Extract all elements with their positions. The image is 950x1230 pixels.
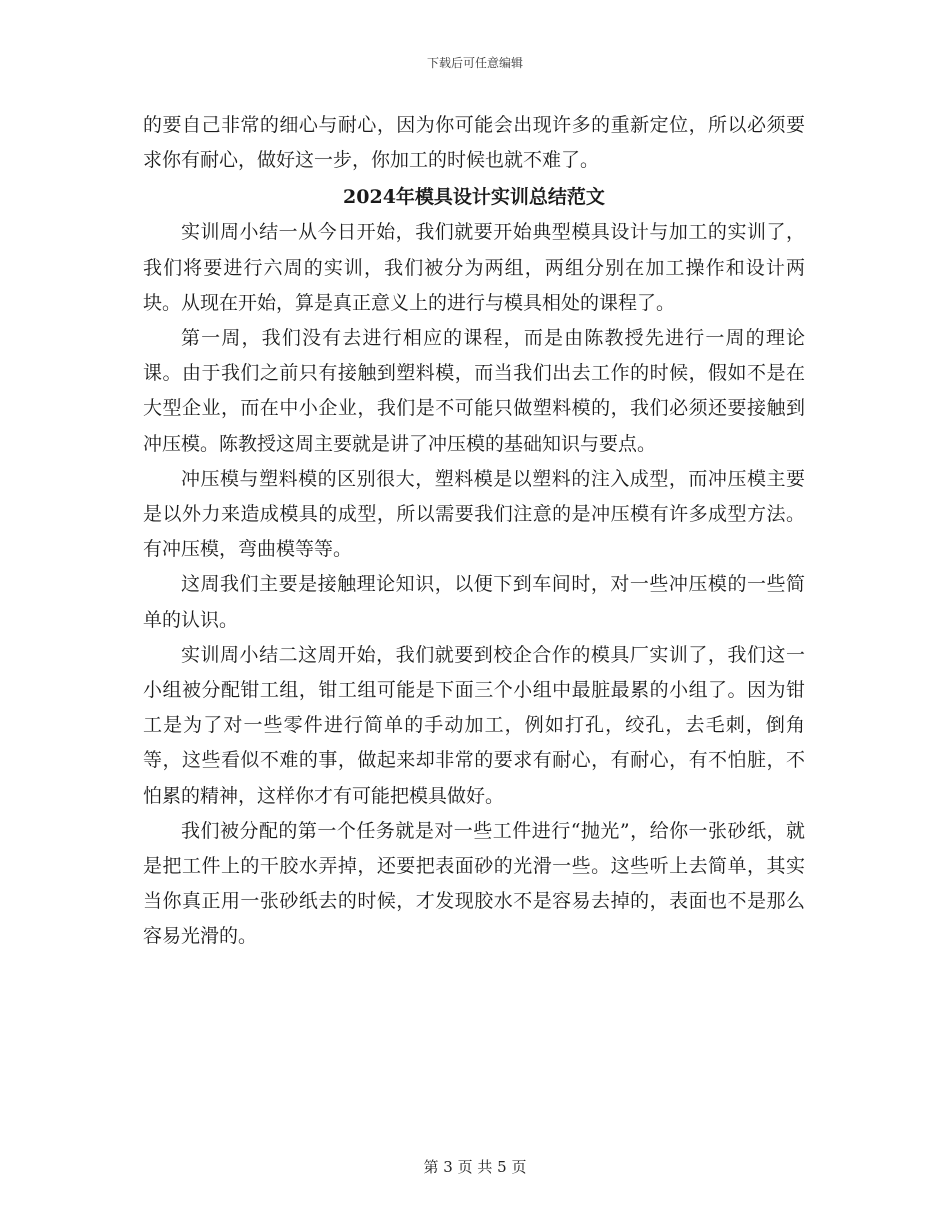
- page-number-footer: 第 3 页 共 5 页: [423, 1158, 527, 1176]
- document-title: 2024年模具设计实训总结范文: [343, 186, 605, 209]
- continuation-paragraph: 的要自己非常的细心与耐心，因为你可能会出现许多的重新定位，所以必须要求你有耐心，做好这一步，你加工的时候也就不难了。: [143, 114, 805, 172]
- paragraph: 实训周小结二这周开始，我们就要到校企合作的模具厂实训了，我们这一小组被分配钳工组，钳工组可能是下面三个小组中最脏最累的小组了。因为钳工是为了对一些零件进行简单的手动加工，例如打孔，绞孔，去毛刺，倒角等，这些看似不难的事，做起来却非常的要求有耐心，有耐心，有不怕脏，不怕累的精神，这样你才有可能把模具做好。: [143, 643, 805, 807]
- paragraph: 实训周小结一从今日开始，我们就要开始典型模具设计与加工的实训了，我们将要进行六周的实训，我们被分为两组，两组分别在加工操作和设计两块。从现在开始，算是真正意义上的进行与模具相处的课程了。: [143, 221, 805, 314]
- paragraph: 冲压模与塑料模的区别很大，塑料模是以塑料的注入成型，而冲压模主要是以外力来造成模具的成型，所以需要我们注意的是冲压模有许多成型方法。有冲压模，弯曲模等等。: [143, 467, 805, 561]
- document-body: [143, 108, 805, 955]
- paragraph: 我们被分配的第一个任务就是对一些工件进行“抛光”，给你一张砂纸，就是把工件上的干胶水弄掉，还要把表面砂的光滑一些。这些听上去简单，其实当你真正用一张砂纸去的时候，才发现胶水不是容易去掉的，表面也不是那么容易光滑的。: [143, 819, 805, 948]
- paragraph: 第一周，我们没有去进行相应的课程，而是由陈教授先进行一周的理论课。由于我们之前只有接触到塑料模，而当我们出去工作的时候，假如不是在大型企业，而在中小企业，我们是不可能只做塑料模的，我们必须还要接触到冲压模。陈教授这周主要就是讲了冲压模的基础知识与要点。: [143, 327, 805, 455]
- page-header-note: 下载后可任意编辑: [426, 56, 523, 70]
- paragraph: 这周我们主要是接触理论知识，以便下到车间时，对一些冲压模的一些简单的认识。: [143, 573, 805, 631]
